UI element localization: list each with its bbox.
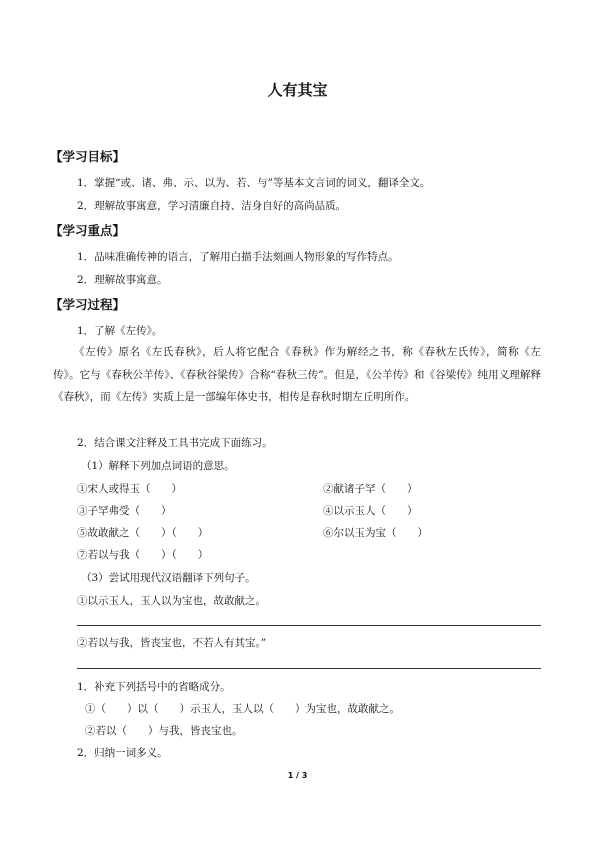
answer-line-2 (77, 668, 541, 669)
answer-line-1 (77, 625, 541, 626)
objective-item-1: 1．掌握“或、诸、弗、示、以为、若、与”等基本文言词的词义，翻译全文。 (77, 177, 431, 189)
translate-sentence-1: ①以示玉人，玉人以为宝也，故敢献之。 (77, 595, 266, 607)
key-points-heading: 【学习重点】 (50, 223, 126, 238)
page-title: 人有其宝 (267, 81, 328, 99)
objectives-heading: 【学习目标】 (50, 149, 126, 164)
step-2-label: 2．结合课文注释及工具书完成下面练习。 (77, 437, 273, 449)
objective-item-2: 2．理解故事寓意，学习清廉自持、洁身自好的高尚品质。 (77, 200, 347, 212)
process-heading: 【学习过程】 (50, 297, 126, 312)
word-item-6: ⑥尔以玉为宝（ ） (323, 527, 428, 539)
omission-title: 1．补充下列括号中的省略成分。 (77, 681, 231, 693)
polysemy-title: 2．归纳一词多义。 (77, 747, 168, 759)
omission-item-2: ②若以（ ）与我，皆丧宝也。 (85, 725, 243, 737)
omission-item-1: ①（ ）以（ ）示玉人，玉人以（ ）为宝也，故敢献之。 (85, 703, 400, 715)
key-point-item-2: 2．理解故事寓意。 (77, 274, 168, 286)
intro-paragraph: 《左传》原名《左氏春秋》，后人将它配合《春秋》作为解经之书，称《春秋左氏传》，简称《左传》。它与《春秋公羊传》、《春秋谷梁传》合称“春秋三传”。但是，《公羊传》和《谷梁传》纯用义理解释《春秋》，而《左传》实质上是一部编年体史书，相传是春秋时期左丘明所作。 (53, 346, 541, 403)
sub-question-1: （1）解释下列加点词语的意思。 (81, 460, 235, 472)
word-item-4: ④以示玉人（ ） (323, 505, 418, 517)
sub-question-3: （3）尝试用现代汉语翻译下列句子。 (81, 572, 256, 584)
step-1-label: 1．了解《左传》。 (77, 325, 163, 337)
word-item-5: ⑤故敢献之（ ）（ ） (77, 527, 209, 539)
translate-sentence-2: ②若以与我，皆丧宝也，不若人有其宝。” (77, 637, 267, 649)
word-item-2: ②献诸子罕（ ） (323, 483, 418, 495)
key-point-item-1: 1．品味准确传神的语言，了解用白描手法刻画人物形象的写作特点。 (77, 251, 399, 263)
word-item-3: ③子罕弗受（ ） (77, 505, 172, 517)
word-item-7: ⑦若以与我（ ）（ ） (77, 549, 209, 561)
word-item-1: ①宋人或得玉（ ） (77, 483, 182, 495)
page-number: 1 / 3 (287, 771, 308, 780)
